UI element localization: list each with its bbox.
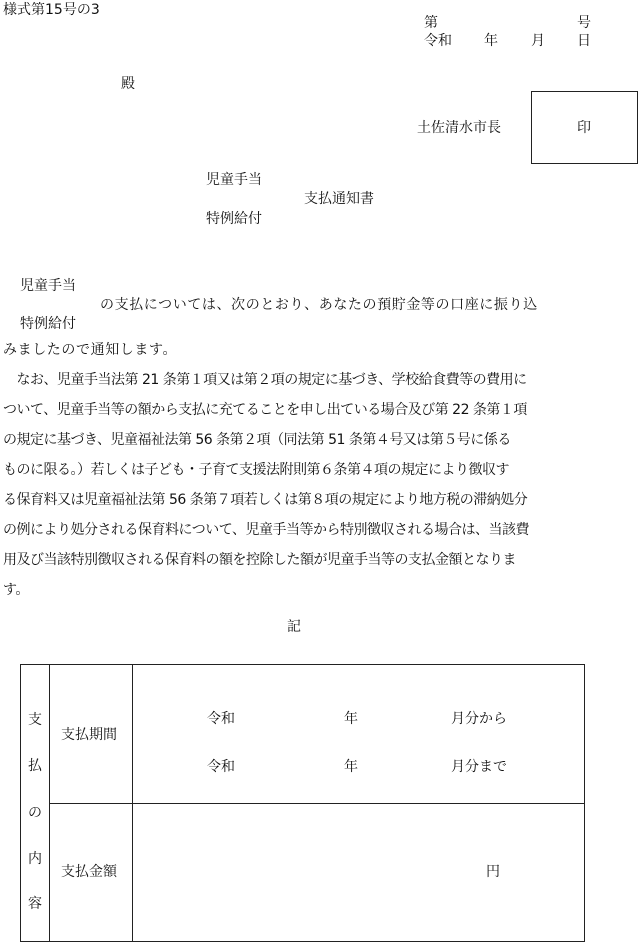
table-divider: [49, 803, 584, 804]
ki-heading: 記: [287, 619, 301, 635]
period-to-month: 月分まで: [451, 759, 507, 775]
period-from-month: 月分から: [451, 711, 507, 727]
title-option-lower: 特例給付: [206, 211, 262, 227]
form-number: 様式第15号の3: [3, 2, 100, 18]
body-line-1: の支払については、次のとおり、あなたの預貯金等の口座に振り込: [100, 297, 538, 313]
date-day: 日: [577, 33, 591, 49]
period-to-era: 令和: [207, 759, 235, 775]
document-number-prefix: 第: [424, 15, 438, 31]
document-number-suffix: 号: [577, 15, 591, 31]
page-title: 支払通知書: [304, 191, 374, 207]
period-from-year: 年: [344, 711, 358, 727]
side-label-char: の: [28, 805, 42, 821]
body-option-upper: 児童手当: [20, 278, 76, 294]
body-paragraph-line: の規定に基づき、児童福祉法第 56 条第２項（同法第 51 条第４号又は第５号に係る: [3, 432, 511, 448]
body-paragraph-line: す。: [3, 582, 29, 598]
addressee-honorific: 殿: [121, 76, 135, 92]
side-label-char: 払: [28, 758, 42, 774]
body-paragraph-line: 用及び当該特別徴収される保育料の額を控除した額が児童手当等の支払金額となりま: [3, 552, 516, 568]
period-label: 支払期間: [61, 727, 117, 743]
title-option-upper: 児童手当: [206, 172, 262, 188]
seal-mark: 印: [577, 120, 591, 136]
side-label-char: 内: [28, 851, 42, 867]
amount-unit: 円: [486, 864, 500, 880]
date-era: 令和: [424, 33, 452, 49]
issuer-name: 土佐清水市長: [417, 120, 501, 136]
body-paragraph-line: の例により処分される保育料について、児童手当等から特別徴収される場合は、当該費: [3, 522, 529, 538]
side-label-char: 支: [28, 712, 42, 728]
body-paragraph-line: ものに限る。）若しくは子ども・子育て支援法附則第６条第４項の規定により徴収す: [3, 462, 509, 478]
body-option-lower: 特例給付: [20, 316, 76, 332]
period-to-year: 年: [344, 759, 358, 775]
body-line-2: みましたので通知します。: [3, 342, 178, 358]
date-month: 月: [531, 33, 545, 49]
body-paragraph-line: る保育料又は児童福祉法第 56 条第７項若しくは第８項の規定により地方税の滞納処分: [3, 492, 528, 508]
body-paragraph-line: なお、児童手当法第 21 条第１項又は第２項の規定に基づき、学校給食費等の費用に: [3, 372, 527, 388]
side-label-char: 容: [28, 896, 42, 912]
amount-label: 支払金額: [61, 864, 117, 880]
payment-details-table: [20, 664, 585, 942]
date-year: 年: [484, 33, 498, 49]
body-paragraph-line: ついて、児童手当等の額から支払に充てることを申し出ている場合及び第 22 条第１項: [3, 402, 527, 418]
period-from-era: 令和: [207, 711, 235, 727]
